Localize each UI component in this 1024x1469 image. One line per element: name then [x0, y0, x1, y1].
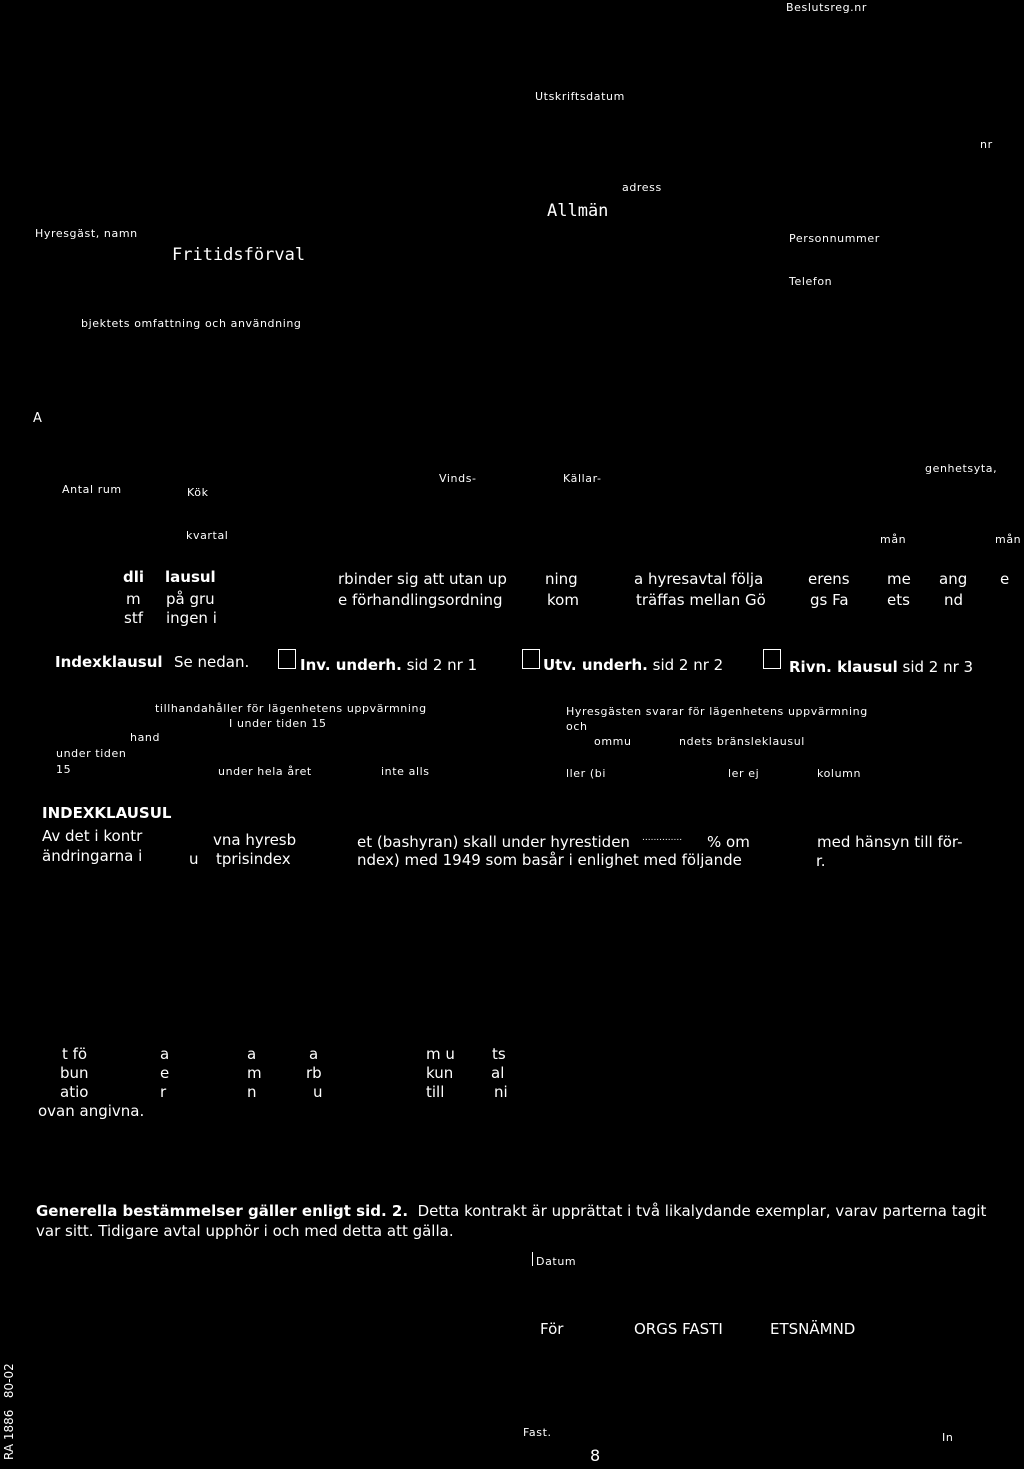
fragment-text: ts	[492, 1045, 506, 1063]
clause-fragment: e	[1000, 570, 1010, 588]
clause-fragment: e förhandlingsordning	[338, 591, 503, 609]
fragment-text: bun	[60, 1064, 89, 1082]
generella-rest: Detta kontrakt är upprättat i två likalydande exemplar, varav parterna tagit	[417, 1202, 987, 1220]
form-code-margin: RA 1886 80-02	[2, 1363, 16, 1460]
heating-text: ler ej	[728, 767, 760, 780]
fragment-text: n	[247, 1083, 257, 1101]
generella-bestammelser-text	[36, 1204, 986, 1219]
rivn-klausul-checkbox[interactable]	[763, 649, 781, 669]
clause-fragment: me	[887, 570, 911, 588]
fragment-text: a	[309, 1045, 319, 1063]
kallar-label: Källar-	[563, 472, 602, 485]
clause-fragment: ingen i	[166, 609, 217, 627]
in-label: In	[942, 1431, 954, 1444]
heating-text: under hela året	[218, 765, 312, 778]
lagenhetsyta-label: genhetsyta,	[925, 462, 998, 475]
inv-underh-ref: sid 2 nr 1	[406, 656, 478, 674]
personnummer-label: Personnummer	[789, 232, 880, 245]
index-text: et (bashyran) skall under hyrestiden	[357, 833, 630, 851]
clause-fragment: ang	[939, 570, 968, 588]
heating-text: under tiden	[56, 747, 127, 760]
telefon-label: Telefon	[789, 275, 833, 288]
clause-fragment: gs Fa	[810, 591, 849, 609]
utv-underh-bold: Utv. underh.	[543, 656, 648, 674]
fragment-text: ovan angivna.	[38, 1102, 145, 1120]
clause-fragment: nd	[944, 591, 964, 609]
tidigare-avtal-text: var sitt. Tidigare avtal upphör i och med detta att gälla.	[36, 1222, 454, 1240]
page-number: 8	[590, 1446, 601, 1465]
inv-underh-checkbox[interactable]	[278, 649, 296, 669]
objektets-omfattning-label: bjektets omfattning och användning	[81, 317, 302, 330]
index-text: Av det i kontr	[42, 827, 143, 845]
heating-text: I under tiden 15	[229, 717, 327, 730]
adress-label: adress	[622, 181, 662, 194]
index-fill-dots: ..............	[642, 833, 683, 843]
index-text: r.	[816, 852, 826, 870]
kok-label: Kök	[187, 486, 209, 499]
namnd-text: ORGS FASTI	[634, 1320, 723, 1338]
index-text: ändringarna i	[42, 847, 143, 865]
clause-fragment: a hyresavtal följa	[634, 570, 764, 588]
fragment-text: till	[426, 1083, 445, 1101]
clause-fragment: på gru	[166, 590, 215, 608]
utv-underh-label	[543, 658, 723, 673]
section-a-label: A	[33, 411, 42, 426]
fragment-text: t fö	[62, 1045, 88, 1063]
clause-fragment: stf	[124, 609, 143, 627]
index-text: ndex) med 1949 som basår i enlighet med följande	[357, 851, 742, 869]
index-text: tprisindex	[216, 850, 291, 868]
rivn-klausul-bold: Rivn. klausul	[789, 658, 898, 676]
man-label-1: mån	[880, 533, 907, 546]
clause-fragment: ets	[887, 591, 910, 609]
inv-underh-label	[300, 658, 477, 673]
index-text: u	[189, 850, 199, 868]
kvartal-label: kvartal	[186, 529, 229, 542]
index-text: med hänsyn till för-	[817, 833, 963, 851]
fragment-text: atio	[60, 1083, 89, 1101]
clause-fragment: träffas mellan Gö	[636, 591, 766, 609]
fragment-text: al	[491, 1064, 505, 1082]
clause-fragment: m	[126, 590, 141, 608]
datum-label: Datum	[536, 1255, 577, 1268]
inv-underh-bold: Inv. underh.	[300, 656, 402, 674]
clause-fragment: erens	[808, 570, 850, 588]
clause-fragment: rbinder sig att utan up	[338, 570, 507, 588]
hyresgast-namn-label: Hyresgäst, namn	[35, 227, 138, 240]
man-label-2: mån	[995, 533, 1022, 546]
index-text: % om	[707, 833, 750, 851]
heating-text: kolumn	[817, 767, 862, 780]
clause-fragment: ning	[545, 570, 578, 588]
clause-fragment: kom	[547, 591, 579, 609]
beslutsreg-label: Beslutsreg.nr	[786, 1, 867, 14]
nr-label: nr	[980, 138, 993, 151]
heating-text: hand	[130, 731, 161, 744]
indexklausul-heading: INDEXKLAUSUL	[42, 804, 172, 822]
indexklausul-label: Indexklausul	[55, 653, 163, 671]
generella-bold: Generella bestämmelser gäller enligt sid. 2.	[36, 1202, 409, 1220]
rivn-klausul-label	[789, 660, 973, 675]
se-nedan-text: Se nedan.	[174, 653, 250, 671]
utv-underh-ref: sid 2 nr 2	[652, 656, 724, 674]
for-label: För	[540, 1320, 564, 1338]
heating-text: och	[566, 720, 588, 733]
fast-label: Fast.	[523, 1426, 552, 1439]
fragment-text: a	[247, 1045, 257, 1063]
fragment-text: ni	[494, 1083, 508, 1101]
fragment-text: rb	[306, 1064, 322, 1082]
namnd-text-2: ETSNÄMND	[770, 1320, 856, 1338]
index-text: vna hyresb	[213, 831, 297, 849]
rivn-klausul-ref: sid 2 nr 3	[902, 658, 974, 676]
utskriftsdatum-label: Utskriftsdatum	[535, 90, 625, 103]
fragment-text: e	[160, 1064, 170, 1082]
clause-fragment: dli	[123, 568, 145, 586]
clause-fragment: lausul	[165, 568, 216, 586]
datum-field-marker	[532, 1252, 533, 1266]
utv-underh-checkbox[interactable]	[522, 649, 540, 669]
vinds-label: Vinds-	[439, 472, 477, 485]
fragment-text: m	[247, 1064, 262, 1082]
heating-text: Hyresgästen svarar för lägenhetens uppvärmning	[566, 705, 868, 718]
heating-text: 15	[56, 763, 72, 776]
heating-text: ndets bränsleklausul	[679, 735, 805, 748]
antal-rum-label: Antal rum	[62, 483, 122, 496]
fragment-text: m u	[426, 1045, 455, 1063]
heating-text: tillhandahåller för lägenhetens uppvärmning	[155, 702, 427, 715]
fragment-text: a	[160, 1045, 170, 1063]
fragment-text: u	[313, 1083, 323, 1101]
heating-text: ommu	[594, 735, 632, 748]
heating-text: ller (bi	[566, 767, 607, 780]
adress-value: Allmän	[547, 201, 609, 221]
hyresgast-namn-value: Fritidsförval	[172, 245, 306, 265]
fragment-text: r	[160, 1083, 167, 1101]
fragment-text: kun	[426, 1064, 454, 1082]
heating-text: inte alls	[381, 765, 430, 778]
